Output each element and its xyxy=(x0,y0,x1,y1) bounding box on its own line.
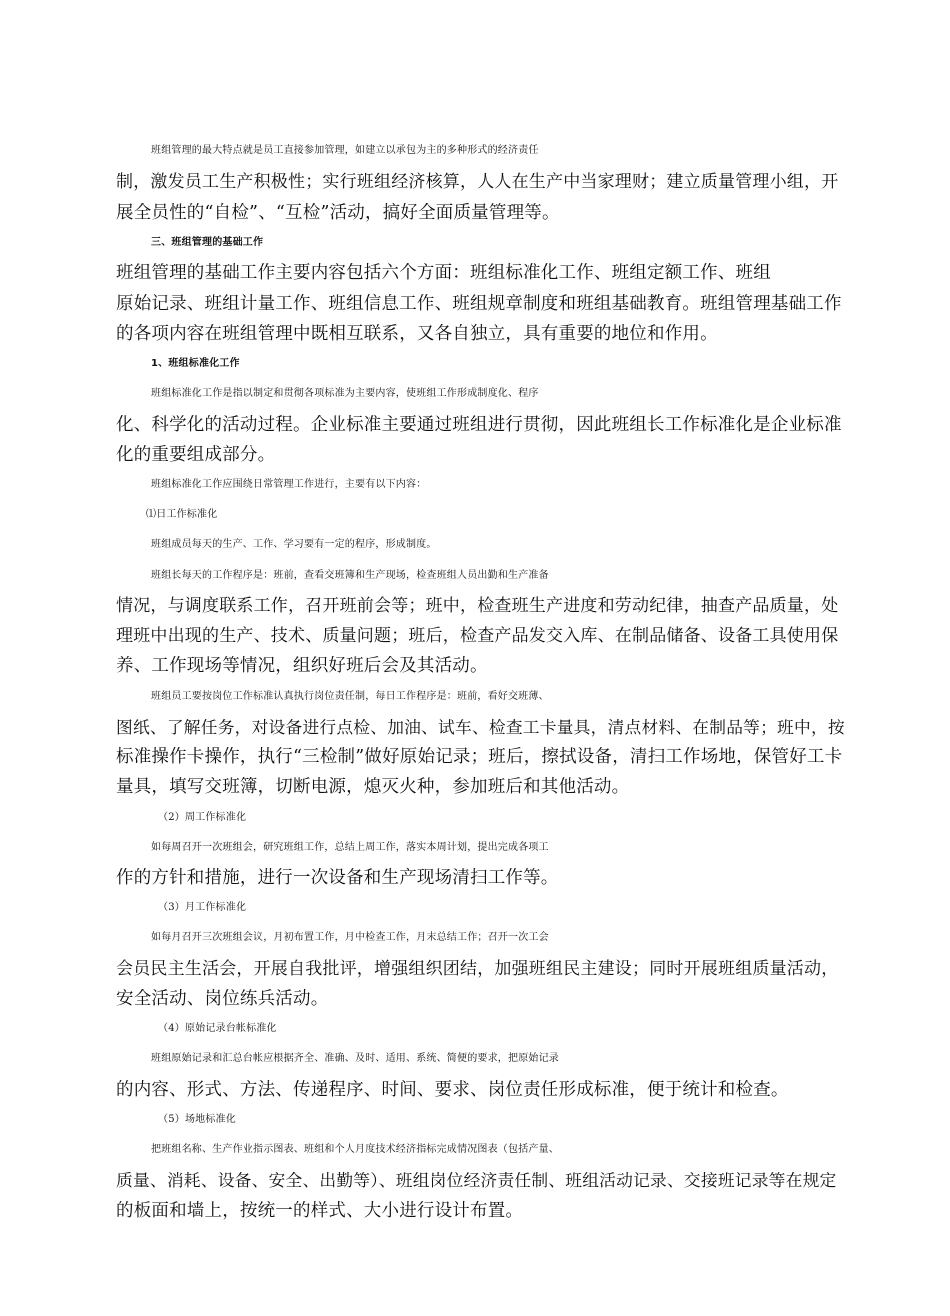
body-text-line: 班组成员每天的生产、工作、学习要有一定的程序，形成制度。 xyxy=(151,539,437,550)
body-text-line: 图纸、了解任务，对设备进行点检、加油、试车、检查工卡量具，清点材料、在制品等；班中，按 xyxy=(116,717,845,737)
body-text-line: 展全员性的“自检”、“互检”活动，搞好全面质量管理等。 xyxy=(116,203,560,223)
body-text-line: 质量、消耗、设备、安全、出勤等）、班组岗位经济责任制、班组活动记录、交接班记录等在规定 xyxy=(116,1170,837,1190)
body-text-line: 情况，与调度联系工作，召开班前会等；班中，检查班生产进度和劳动纪律，抽查产品质量，处 xyxy=(116,596,839,616)
body-text-line: 班组标准化工作是指以制定和贯彻各项标准为主要内容，使班组工作形成制度化、程序 xyxy=(151,388,539,399)
body-text-line: 作的方针和措施，进行一次设备和生产现场清扫工作等。 xyxy=(116,868,559,888)
item-heading: （5）场地标准化 xyxy=(158,1114,236,1125)
section-heading: 三、班组管理的基础工作 xyxy=(151,237,264,248)
item-heading: ⑴日工作标准化 xyxy=(146,509,218,520)
body-text-line: 班组标准化工作应围绕日常管理工作进行，主要有以下内容： xyxy=(151,479,427,490)
body-text-line: 养、工作现场等情况，组织好班后会及其活动。 xyxy=(116,656,488,676)
body-text-line: 如每周召开一次班组会，研究班组工作，总结上周工作，落实本周计划，提出完成各项工 xyxy=(151,842,549,853)
body-text-line: 班组管理的最大特点就是员工直接参加管理，如建立以承包为主的多种形式的经济责任 xyxy=(151,145,539,156)
body-text-line: 班组管理的基础工作主要内容包括六个方面：班组标准化工作、班组定额工作、班组 xyxy=(116,263,771,283)
subsection-heading: 1、班组标准化工作 xyxy=(151,358,240,369)
item-heading: （3）月工作标准化 xyxy=(158,902,247,913)
item-heading: （2）周工作标准化 xyxy=(158,812,247,823)
body-text-line: 班组员工要按岗位工作标准认真执行岗位责任制，每日工作程序是：班前，看好交班薄、 xyxy=(151,691,549,702)
body-text-line: 化的重要组成部分。 xyxy=(116,445,276,465)
body-text-line: 制，激发员工生产积极性；实行班组经济核算，人人在生产中当家理财；建立质量管理小组，开 xyxy=(116,172,839,192)
body-text-line: 理班中出现的生产、技术、质量问题；班后，检查产品发交入库、在制品储备、设备工具使用保 xyxy=(116,626,839,646)
body-text-line: 标准操作卡操作，执行“三检制”做好原始记录；班后，擦拭设备，清扫工作场地，保管好工卡 xyxy=(116,747,843,767)
body-text-line: 化、科学化的活动过程。企业标准主要通过班组进行贯彻，因此班组长工作标准化是企业标准 xyxy=(116,415,842,435)
body-text-line: 会员民主生活会，开展自我批评，增强组织团结，加强班组民主建设；同时开展班组质量活动， xyxy=(116,959,839,979)
body-text-line: 安全活动、岗位练兵活动。 xyxy=(116,989,329,1009)
body-text-line: 如每月召开三次班组会议，月初布置工作，月中检查工作，月末总结工作；召开一次工会 xyxy=(151,932,549,943)
body-text-line: 班组原始记录和汇总台帐应根据齐全、准确、及时、适用、系统、简便的要求，把原始记录 xyxy=(151,1053,559,1064)
item-heading: （4）原始记录台帐标准化 xyxy=(158,1023,277,1034)
body-text-line: 的各项内容在班组管理中既相互联系，又各自独立，具有重要的地位和作用。 xyxy=(116,324,718,344)
body-text-line: 的板面和墙上，按统一的样式、大小进行设计布置。 xyxy=(116,1201,524,1221)
body-text-line: 把班组名称、生产作业指示图表、班组和个人月度技术经济指标完成情况图表（包括产量、 xyxy=(151,1144,559,1155)
body-text-line: 原始记录、班组计量工作、班组信息工作、班组规章制度和班组基础教育。班组管理基础工作 xyxy=(116,294,842,314)
body-text-line: 的内容、形式、方法、传递程序、时间、要求、岗位责任形成标准，便于统计和检查。 xyxy=(116,1080,789,1100)
body-text-line: 量具，填写交班簿，切断电源，熄灭火种，参加班后和其他活动。 xyxy=(116,777,630,797)
body-text-line: 班组长每天的工作程序是：班前，查看交班簿和生产现场，检查班组人员出勤和生产准备 xyxy=(151,570,549,581)
